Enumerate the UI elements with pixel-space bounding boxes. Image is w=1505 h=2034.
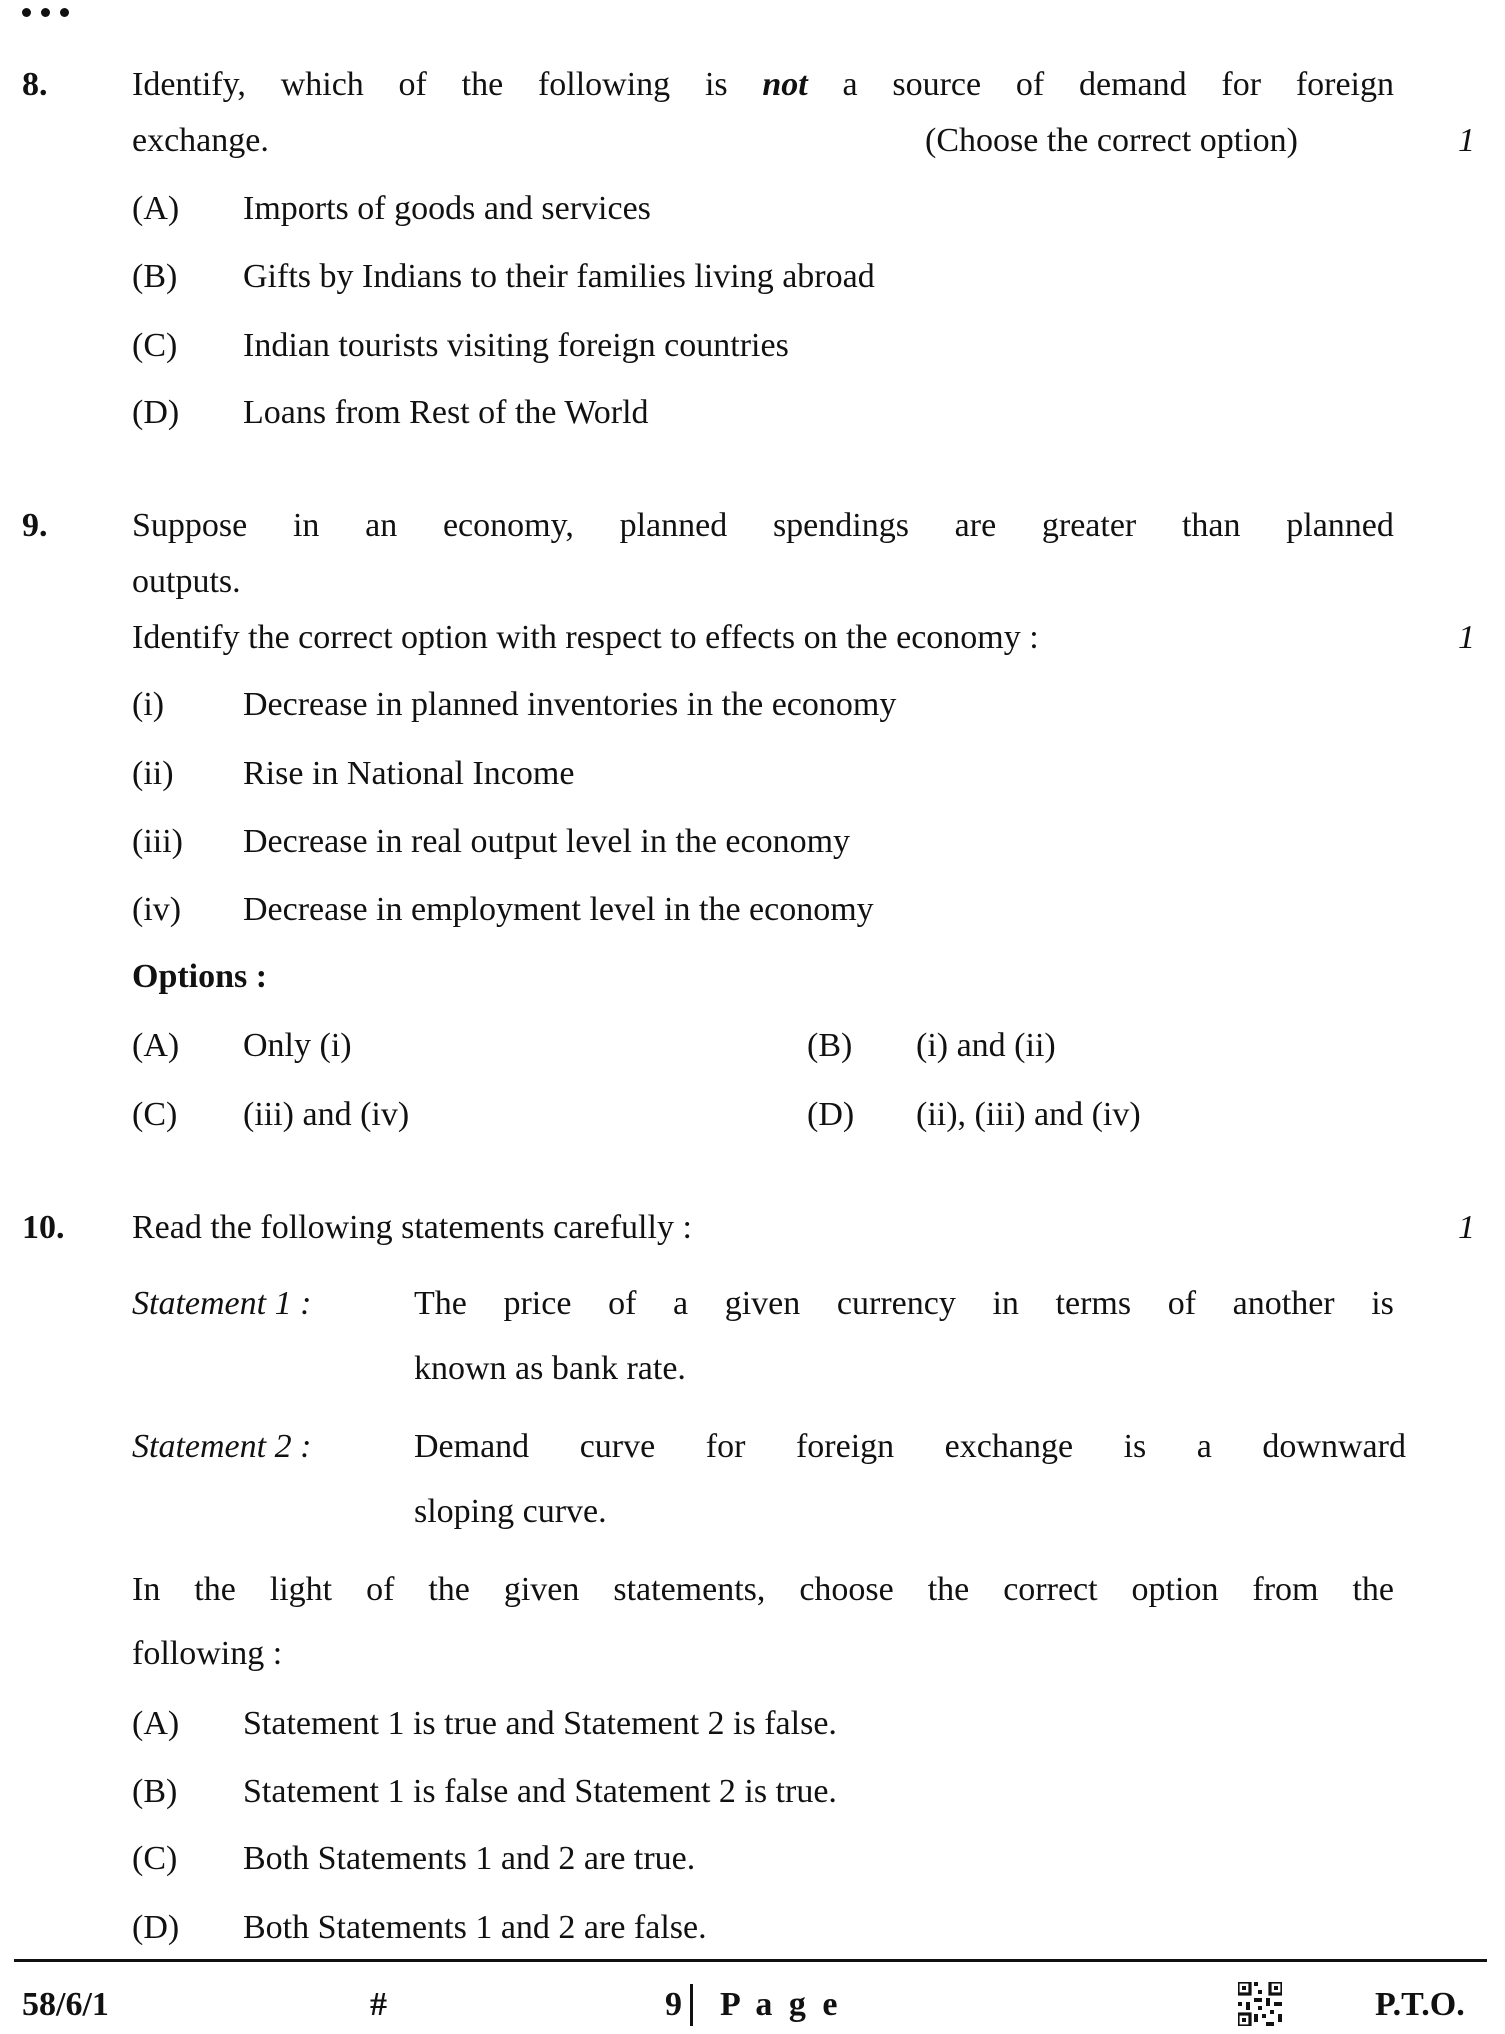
statement-1-line2: known as bank rate. bbox=[414, 1350, 686, 1387]
statement-2-line2: sloping curve. bbox=[414, 1493, 607, 1530]
option-label: (C) bbox=[132, 1840, 178, 1877]
paper-code: 58/6/1 bbox=[22, 1986, 109, 2023]
emphasis-not: not bbox=[762, 66, 808, 103]
question-stem-line3: Identify the correct option with respect to effects on the economy : bbox=[132, 619, 1039, 656]
prompt-line2: following : bbox=[132, 1635, 283, 1672]
question-marks: 1 bbox=[1458, 619, 1475, 656]
option-label: (B) bbox=[807, 1027, 853, 1064]
option-text: Statement 1 is false and Statement 2 is true. bbox=[243, 1773, 837, 1810]
question-stem-line1: Suppose in an economy, planned spendings are greater than planned bbox=[132, 507, 1394, 544]
statement-label: Statement 1 : bbox=[132, 1285, 312, 1322]
statement-1-line1: The price of a given currency in terms of another is bbox=[414, 1285, 1394, 1322]
option-text: Both Statements 1 and 2 are true. bbox=[243, 1840, 696, 1877]
footer-divider bbox=[14, 1959, 1487, 1962]
option-text: Both Statements 1 and 2 are false. bbox=[243, 1909, 707, 1946]
qr-code-icon bbox=[1238, 1982, 1282, 2026]
option-text: Loans from Rest of the World bbox=[243, 394, 649, 431]
option-label: (A) bbox=[132, 1027, 180, 1064]
hash-mark: # bbox=[370, 1986, 387, 2023]
item-label: (iii) bbox=[132, 823, 183, 860]
option-label: (D) bbox=[807, 1096, 855, 1133]
option-label: (A) bbox=[132, 1705, 180, 1742]
option-label: (A) bbox=[132, 190, 180, 227]
item-text: Decrease in employment level in the economy bbox=[243, 891, 874, 928]
option-text: (i) and (ii) bbox=[916, 1027, 1056, 1064]
option-text: Only (i) bbox=[243, 1027, 352, 1064]
question-marks: 1 bbox=[1458, 122, 1475, 159]
option-text: (ii), (iii) and (iv) bbox=[916, 1096, 1141, 1133]
question-number: 9. bbox=[22, 507, 48, 544]
statement-2-line1: Demand curve for foreign exchange is a downward bbox=[414, 1428, 1406, 1465]
item-label: (ii) bbox=[132, 755, 174, 792]
pto-label: P.T.O. bbox=[1375, 1986, 1465, 2023]
options-heading: Options : bbox=[132, 958, 268, 995]
option-text: Indian tourists visiting foreign countries bbox=[243, 327, 789, 364]
statement-label: Statement 2 : bbox=[132, 1428, 312, 1465]
question-instruction: (Choose the correct option) bbox=[925, 122, 1298, 159]
option-text: (iii) and (iv) bbox=[243, 1096, 410, 1133]
option-label: (D) bbox=[132, 394, 180, 431]
page-number-separator bbox=[690, 1984, 693, 2026]
option-label: (C) bbox=[132, 327, 178, 364]
option-label: (C) bbox=[132, 1096, 178, 1133]
item-text: Rise in National Income bbox=[243, 755, 575, 792]
item-label: (i) bbox=[132, 686, 165, 723]
question-number: 10. bbox=[22, 1209, 65, 1246]
page-label: P a g e bbox=[720, 1986, 842, 2023]
option-label: (D) bbox=[132, 1909, 180, 1946]
option-text: Imports of goods and services bbox=[243, 190, 651, 227]
option-text: Statement 1 is true and Statement 2 is false. bbox=[243, 1705, 837, 1742]
question-stem-line2: exchange. bbox=[132, 122, 269, 159]
question-number: 8. bbox=[22, 66, 48, 103]
item-label: (iv) bbox=[132, 891, 182, 928]
option-label: (B) bbox=[132, 258, 178, 295]
question-stem-line2: outputs. bbox=[132, 563, 241, 600]
item-text: Decrease in planned inventories in the economy bbox=[243, 686, 897, 723]
prompt-line1: In the light of the given statements, choose the correct option from the bbox=[132, 1571, 1394, 1608]
question-stem: Read the following statements carefully : bbox=[132, 1209, 692, 1246]
page-number: 9 bbox=[665, 1986, 682, 2023]
item-text: Decrease in real output level in the economy bbox=[243, 823, 851, 860]
question-marks: 1 bbox=[1458, 1209, 1475, 1246]
option-text: Gifts by Indians to their families living abroad bbox=[243, 258, 875, 295]
question-stem-line1: Identify, which of the following is not a source of demand for foreign bbox=[132, 66, 1394, 103]
option-label: (B) bbox=[132, 1773, 178, 1810]
continuation-dots-icon bbox=[22, 8, 69, 17]
